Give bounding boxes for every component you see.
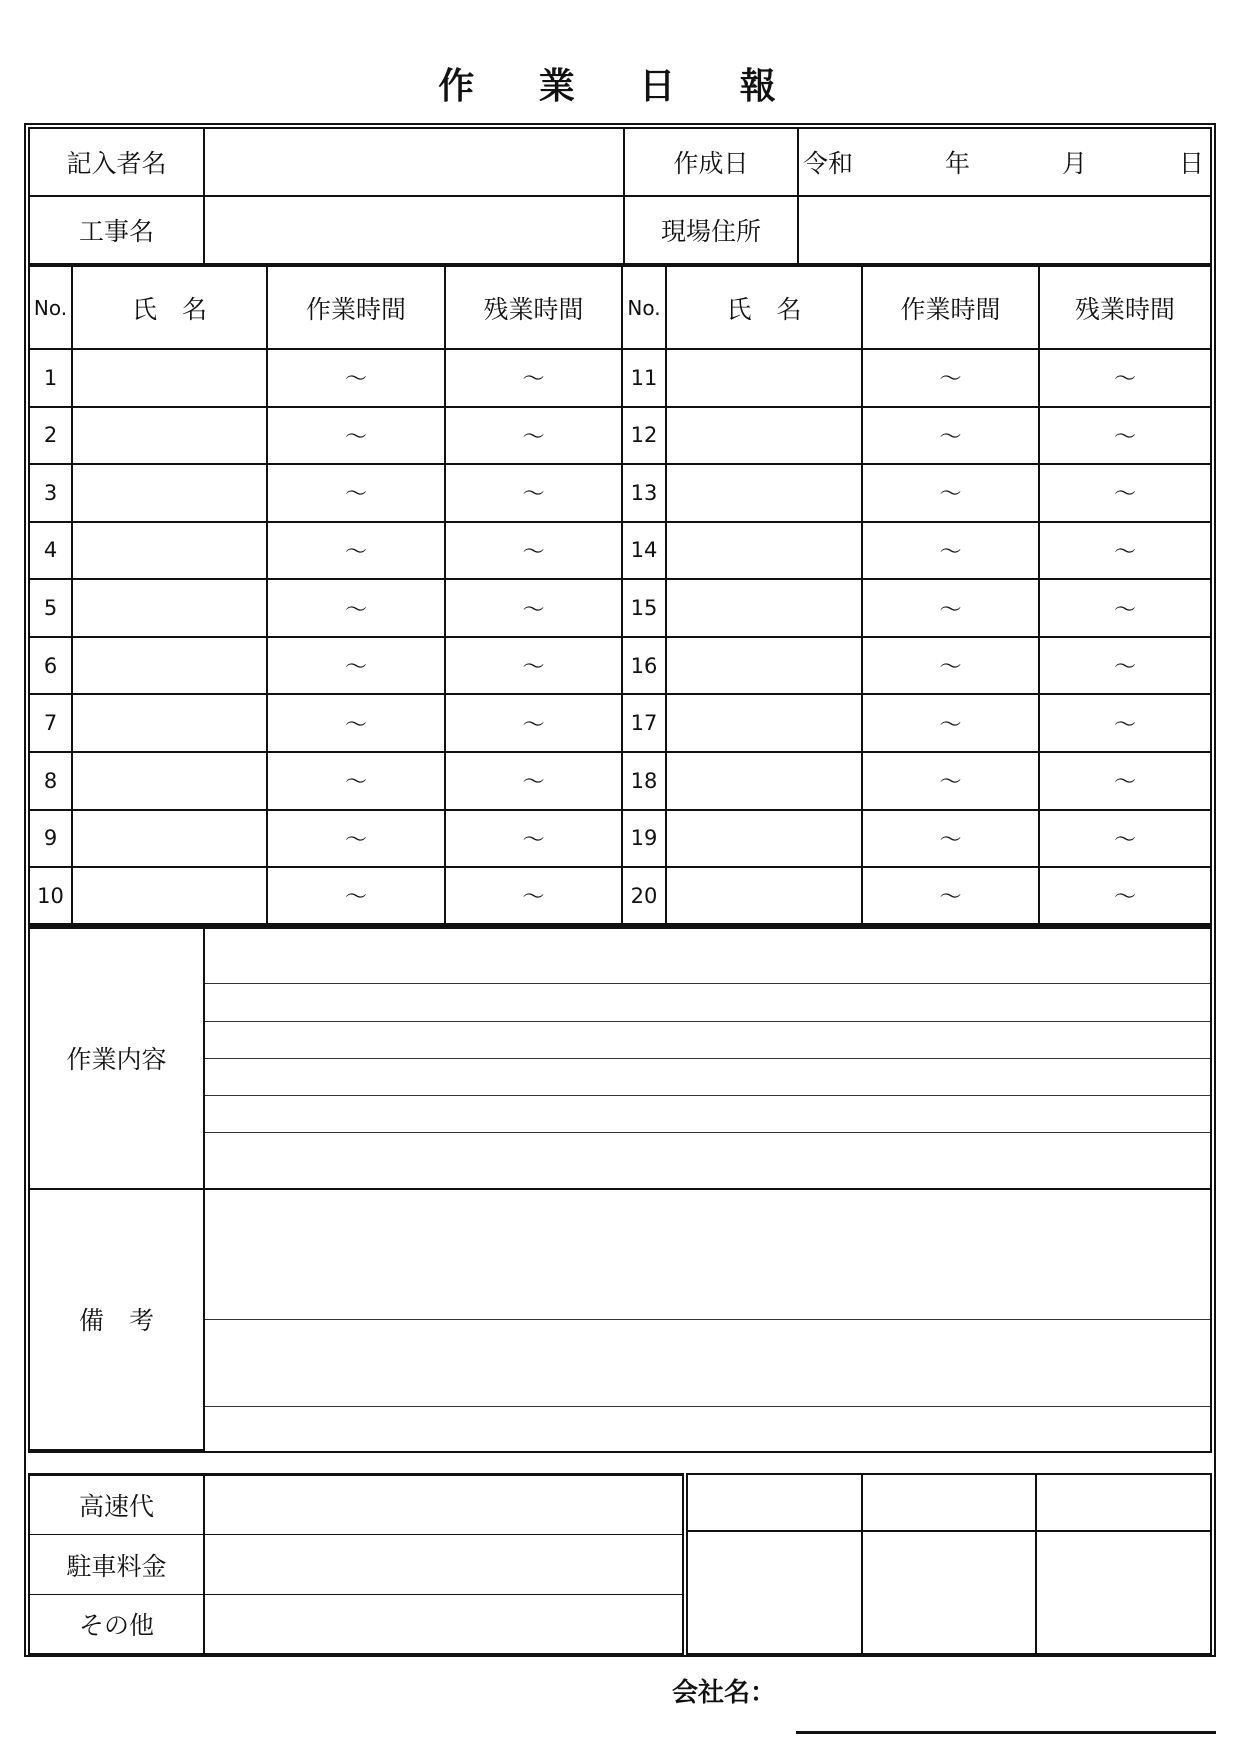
remarks-label: 備 考 bbox=[30, 1189, 204, 1450]
table-row bbox=[30, 349, 1210, 407]
row-number: 19 bbox=[622, 810, 666, 868]
overtime-cell[interactable]: ～ bbox=[1039, 522, 1210, 580]
worker-name-cell[interactable] bbox=[666, 407, 862, 465]
remarks-line[interactable] bbox=[204, 1319, 1210, 1406]
author-field[interactable] bbox=[204, 129, 624, 196]
content-row bbox=[30, 1021, 1210, 1058]
work-time-cell[interactable]: ～ bbox=[862, 752, 1039, 810]
work-content-line[interactable] bbox=[204, 1096, 1210, 1133]
content-row bbox=[30, 1406, 1210, 1450]
column-header: No. bbox=[30, 267, 72, 349]
project-label: 工事名 bbox=[30, 196, 204, 263]
overtime-cell[interactable]: ～ bbox=[445, 464, 622, 522]
year-label: 年 bbox=[944, 149, 970, 178]
work-time-cell[interactable]: ～ bbox=[862, 522, 1039, 580]
day-label: 日 bbox=[1178, 149, 1204, 178]
content-row bbox=[30, 984, 1210, 1021]
column-header: 氏 名 bbox=[72, 267, 267, 349]
column-header: 作業時間 bbox=[862, 267, 1039, 349]
work-time-cell[interactable]: ～ bbox=[267, 694, 445, 752]
stamp-cell[interactable] bbox=[1036, 1475, 1210, 1531]
fee-row bbox=[30, 1535, 682, 1594]
work-time-cell[interactable]: ～ bbox=[267, 407, 445, 465]
work-time-cell[interactable]: ～ bbox=[267, 867, 445, 923]
remarks-line[interactable] bbox=[204, 1406, 1210, 1450]
row-number: 11 bbox=[622, 349, 666, 407]
work-time-cell[interactable]: ～ bbox=[862, 810, 1039, 868]
row-number: 17 bbox=[622, 694, 666, 752]
table-row bbox=[30, 407, 1210, 465]
work-content-line[interactable] bbox=[204, 984, 1210, 1021]
column-header: 作業時間 bbox=[267, 267, 445, 349]
work-content-line[interactable] bbox=[204, 928, 1210, 984]
row-number: 14 bbox=[622, 522, 666, 580]
stamp-grid bbox=[686, 1473, 1212, 1655]
overtime-cell[interactable]: ～ bbox=[445, 349, 622, 407]
stamp-cell[interactable] bbox=[1036, 1531, 1210, 1653]
work-time-cell[interactable]: ～ bbox=[267, 464, 445, 522]
overtime-cell[interactable]: ～ bbox=[445, 407, 622, 465]
work-time-cell[interactable]: ～ bbox=[862, 867, 1039, 923]
worker-name-cell[interactable] bbox=[72, 637, 267, 695]
worker-name-cell[interactable] bbox=[72, 579, 267, 637]
row-number: 18 bbox=[622, 752, 666, 810]
work-time-cell[interactable]: ～ bbox=[267, 522, 445, 580]
content-row bbox=[30, 1189, 1210, 1320]
overtime-cell[interactable]: ～ bbox=[1039, 579, 1210, 637]
row-number: 7 bbox=[30, 694, 72, 752]
row-number: 16 bbox=[622, 637, 666, 695]
row-number: 20 bbox=[622, 867, 666, 923]
stamp-cell[interactable] bbox=[688, 1475, 862, 1531]
overtime-cell[interactable]: ～ bbox=[1039, 637, 1210, 695]
date-field[interactable] bbox=[798, 129, 1210, 196]
row-number: 10 bbox=[30, 867, 72, 923]
remarks-line[interactable] bbox=[204, 1189, 1210, 1320]
column-header: No. bbox=[622, 267, 666, 349]
row-number: 5 bbox=[30, 579, 72, 637]
fee-field[interactable] bbox=[204, 1476, 682, 1535]
worker-name-cell[interactable] bbox=[666, 579, 862, 637]
worker-name-cell[interactable] bbox=[666, 349, 862, 407]
row-number: 1 bbox=[30, 349, 72, 407]
form-frame bbox=[24, 123, 1216, 1657]
overtime-cell[interactable]: ～ bbox=[1039, 867, 1210, 923]
table-row bbox=[30, 752, 1210, 810]
work-time-cell[interactable]: ～ bbox=[267, 637, 445, 695]
worker-name-cell[interactable] bbox=[72, 810, 267, 868]
row-number: 12 bbox=[622, 407, 666, 465]
overtime-cell[interactable]: ～ bbox=[445, 694, 622, 752]
date-label: 作成日 bbox=[624, 129, 798, 196]
work-time-cell[interactable]: ～ bbox=[267, 579, 445, 637]
document-title: 作 業 日 報 bbox=[438, 66, 802, 107]
site-label: 現場住所 bbox=[624, 196, 798, 263]
worker-name-cell[interactable] bbox=[72, 464, 267, 522]
roster-section bbox=[28, 265, 1212, 925]
overtime-cell[interactable]: ～ bbox=[445, 867, 622, 923]
worker-name-cell[interactable] bbox=[72, 694, 267, 752]
worker-name-cell[interactable] bbox=[72, 407, 267, 465]
site-field[interactable] bbox=[798, 196, 1210, 263]
work-time-cell[interactable]: ～ bbox=[862, 464, 1039, 522]
overtime-cell[interactable]: ～ bbox=[1039, 407, 1210, 465]
row-number: 9 bbox=[30, 810, 72, 868]
row-number: 2 bbox=[30, 407, 72, 465]
overtime-cell[interactable]: ～ bbox=[445, 637, 622, 695]
overtime-cell[interactable]: ～ bbox=[445, 579, 622, 637]
overtime-cell[interactable]: ～ bbox=[1039, 810, 1210, 868]
content-row bbox=[30, 1319, 1210, 1406]
content-row bbox=[30, 1096, 1210, 1133]
overtime-cell[interactable]: ～ bbox=[1039, 464, 1210, 522]
table-row bbox=[30, 522, 1210, 580]
overtime-cell[interactable]: ～ bbox=[445, 810, 622, 868]
stamp-cell[interactable] bbox=[688, 1531, 862, 1653]
header-section bbox=[28, 127, 1212, 265]
row-number: 15 bbox=[622, 579, 666, 637]
company-label: 会社名： bbox=[672, 1678, 777, 1708]
worker-name-cell[interactable] bbox=[666, 464, 862, 522]
work-content-line[interactable] bbox=[204, 1021, 1210, 1058]
table-row bbox=[30, 464, 1210, 522]
stamp-cell[interactable] bbox=[862, 1475, 1036, 1531]
overtime-cell[interactable]: ～ bbox=[445, 522, 622, 580]
fees-section bbox=[28, 1473, 684, 1655]
row-number: 13 bbox=[622, 464, 666, 522]
work-content-label: 作業内容 bbox=[30, 928, 204, 1189]
row-number: 4 bbox=[30, 522, 72, 580]
fee-row bbox=[30, 1594, 682, 1653]
overtime-cell[interactable]: ～ bbox=[1039, 694, 1210, 752]
row-number: 8 bbox=[30, 752, 72, 810]
worker-name-cell[interactable] bbox=[666, 522, 862, 580]
table-row bbox=[30, 694, 1210, 752]
table-row bbox=[30, 637, 1210, 695]
project-field[interactable] bbox=[204, 196, 624, 263]
work-time-cell[interactable]: ～ bbox=[862, 349, 1039, 407]
worker-name-cell[interactable] bbox=[666, 867, 862, 923]
company-signature-line[interactable] bbox=[796, 1731, 1216, 1734]
work-remarks-section bbox=[28, 925, 1212, 1453]
table-row bbox=[30, 579, 1210, 637]
fee-label: 駐車料金 bbox=[30, 1535, 204, 1594]
content-row bbox=[30, 1058, 1210, 1095]
work-time-cell[interactable]: ～ bbox=[862, 407, 1039, 465]
work-time-cell[interactable]: ～ bbox=[862, 694, 1039, 752]
work-content-line[interactable] bbox=[204, 1133, 1210, 1189]
fee-field[interactable] bbox=[204, 1594, 682, 1653]
worker-name-cell[interactable] bbox=[666, 810, 862, 868]
worker-name-cell[interactable] bbox=[72, 522, 267, 580]
month-label: 月 bbox=[1061, 149, 1087, 178]
fee-label: その他 bbox=[30, 1594, 204, 1653]
content-row bbox=[30, 1133, 1210, 1189]
row-number: 6 bbox=[30, 637, 72, 695]
worker-name-cell[interactable] bbox=[666, 637, 862, 695]
fee-label: 高速代 bbox=[30, 1476, 204, 1535]
overtime-cell[interactable]: ～ bbox=[445, 752, 622, 810]
column-header: 氏 名 bbox=[666, 267, 862, 349]
worker-name-cell[interactable] bbox=[666, 752, 862, 810]
work-time-cell[interactable]: ～ bbox=[862, 579, 1039, 637]
table-row bbox=[30, 810, 1210, 868]
author-label: 記入者名 bbox=[30, 129, 204, 196]
work-time-cell[interactable]: ～ bbox=[862, 637, 1039, 695]
work-time-cell[interactable]: ～ bbox=[267, 752, 445, 810]
table-row bbox=[30, 867, 1210, 923]
work-time-cell[interactable]: ～ bbox=[267, 810, 445, 868]
stamp-cell[interactable] bbox=[862, 1531, 1036, 1653]
fee-row bbox=[30, 1476, 682, 1535]
content-row bbox=[30, 928, 1210, 984]
worker-name-cell[interactable] bbox=[72, 752, 267, 810]
fee-field[interactable] bbox=[204, 1535, 682, 1594]
work-content-line[interactable] bbox=[204, 1058, 1210, 1095]
worker-name-cell[interactable] bbox=[72, 349, 267, 407]
work-time-cell[interactable]: ～ bbox=[267, 349, 445, 407]
column-header: 残業時間 bbox=[1039, 267, 1210, 349]
worker-name-cell[interactable] bbox=[72, 867, 267, 923]
overtime-cell[interactable]: ～ bbox=[1039, 349, 1210, 407]
overtime-cell[interactable]: ～ bbox=[1039, 752, 1210, 810]
worker-name-cell[interactable] bbox=[666, 694, 862, 752]
row-number: 3 bbox=[30, 464, 72, 522]
column-header: 残業時間 bbox=[445, 267, 622, 349]
era-label: 令和 bbox=[803, 149, 854, 178]
